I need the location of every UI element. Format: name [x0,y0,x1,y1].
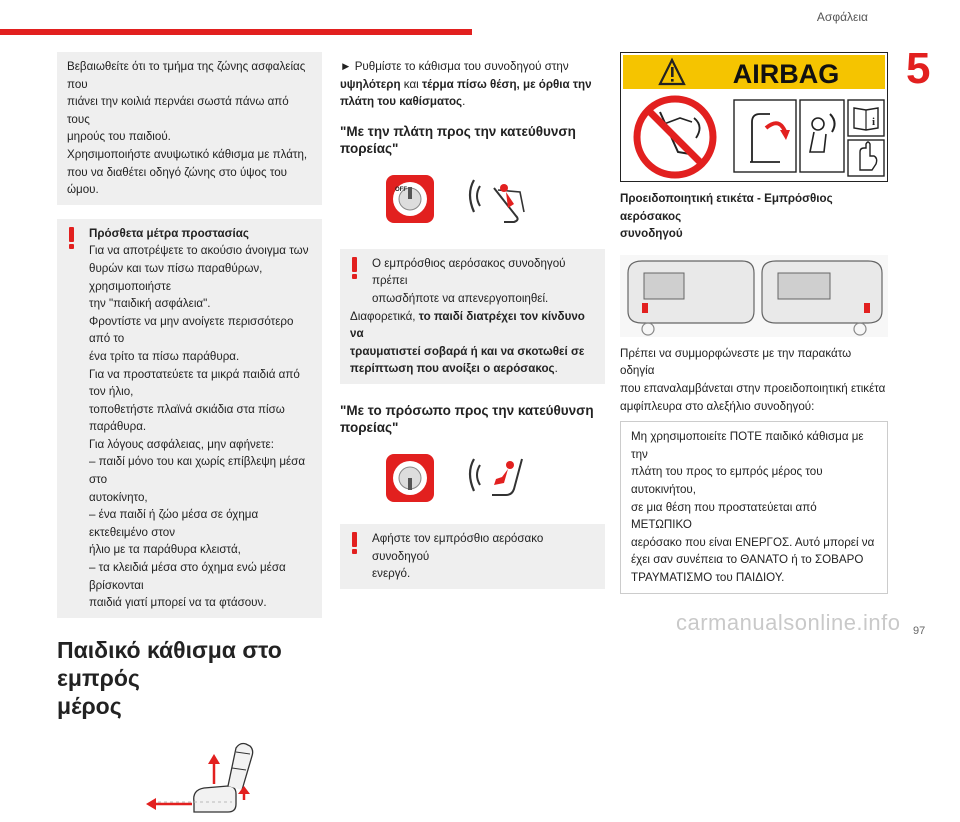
booster-note-box [57,52,322,205]
warning-icon [69,227,74,249]
text-line: πιάνει την κοιλιά περνάει σωστά πάνω από τους [67,95,289,126]
airbag-title: AIRBAG [732,59,840,89]
rear-facing-child-seat-icon [464,174,534,224]
watermark: carmanualsonline.info [676,610,901,635]
text-line: Για λόγους ασφάλειας, μην αφήνετε: [89,437,274,451]
heading-line: Παιδικό κάθισμα στο εμπρός [57,636,282,691]
rear-facing-warning [340,249,605,384]
visor-instruction-text [620,345,888,415]
text-line: Για να προστατεύετε τα μικρά παιδιά από τον ήλιο, [89,367,300,399]
column-1 [57,52,322,822]
text-line: Ο εμπρόσθιος αερόσακος συνοδηγού πρέπει [372,256,566,288]
forward-facing-heading [340,402,605,436]
airbag-off-switch-icon [384,173,436,225]
text-line [350,308,595,343]
chapter-number: 5 [906,44,931,93]
extra-protection-warning [57,219,322,618]
heading-line: μέρος [57,692,122,719]
front-child-seat-heading [57,636,322,720]
text-line: ΤΡΑΥΜΑΤΙΣΜΟ του ΠΑΙΔΙΟΥ. [631,570,785,584]
text-line: αμφίπλευρα στο αλεξήλιο συνοδηγού: [620,399,815,413]
column-2 [340,52,605,589]
text-span: . [554,362,558,376]
text-line: Μη χρησιμοποιείτε ΠΟΤΕ παιδικό κάθισμα με την [631,430,864,461]
text-line: ► Ρυθμίστε το κάθισμα του συνοδηγού στην [340,60,569,73]
seat-adjust-instruction [340,58,605,111]
text-line: Φροντίστε να μην ανοίγετε περισσότερο από το [89,314,294,346]
warning-icon [352,532,357,554]
heading-line: πορείας" [340,140,399,156]
text-line [350,360,595,378]
text-line [340,93,605,111]
svg-text:i: i [872,116,876,128]
text-line: ήλιο με τα παράθυρα κλειστά, [89,543,241,557]
text-line: Για να αποτρέψετε το ακούσιο άνοιγμα των [89,244,309,258]
header-accent-bar [0,29,472,35]
heading-line: "Με το πρόσωπο προς την κατεύθυνση [340,402,594,418]
forward-facing-warning [340,524,605,589]
sun-visor-labels-illustration [620,255,888,337]
text-line: παιδιά γιατί μπορεί να τα φτάσουν. [89,596,267,610]
text-line: τοποθετήστε πλαϊνά σκιάδια στα πίσω παράθυρα. [89,402,285,434]
text-line: Βεβαιωθείτε ότι το τμήμα της ζώνης ασφαλείας που [67,60,306,91]
text-span: . [462,95,466,109]
section-title: Ασφάλεια [816,10,868,24]
page-number: 97 [913,625,926,637]
text-line: – τα κλειδιά μέσα στο όχημα ενώ μέσα βρίσκονται [89,561,286,592]
airbag-label-caption [620,190,888,243]
text-line: Χρησιμοποιήστε ανυψωτικό κάθισμα με πλάτη, [67,147,308,161]
text-line: σε μια θέση που προστατεύεται από ΜΕΤΩΠΙΚΟ [631,500,817,532]
text-line: πλάτη του προς το εμπρός μέρος του αυτοκινήτου, [631,465,823,496]
text-line: έχει σαν συνέπεια το ΘΑΝΑΤΟ ή το ΣΟΒΑΡΟ [631,553,864,567]
off-label: OFF [395,186,407,193]
caption-line: Προειδοποιητική ετικέτα - Εμπρόσθιος αερόσακος [620,192,833,223]
text-span: Διαφορετικά, [350,309,419,323]
emphasis: πλάτη του καθίσματος [340,95,463,109]
airbag-danger-notice [620,421,888,593]
emphasis: περίπτωση που ανοίξει ο αερόσακος [350,362,555,376]
heading-line: "Με την πλάτη προς την κατεύθυνση [340,123,576,139]
text-line: μηρούς του παιδιού. [67,130,171,144]
warning-icon [352,257,357,279]
rear-facing-heading [340,123,605,157]
text-span: και [400,77,422,91]
text-line: αερόσακο που είναι ΕΝΕΡΓΟΣ. Αυτό μπορεί να [631,535,875,549]
text-line: ένα τρίτο τα πίσω παράθυρα. [89,349,240,363]
emphasis: υψηλότερη [340,77,401,91]
warning-title: Πρόσθετα μέτρα προστασίας [89,226,249,240]
text-line: τραυματιστεί σοβαρά ή και να σκοτωθεί σε [350,344,585,358]
text-line: Αφήστε τον εμπρόσθιο αερόσακο συνοδηγού [372,531,544,563]
airbag-warning-label [620,52,888,182]
text-line: οπωσδήποτε να απενεργοποιηθεί. [372,291,549,305]
forward-facing-illustration [384,450,605,506]
text-line: – ένα παιδί ή ζώο μέσα σε όχημα εκτεθειμένο στον [89,508,259,539]
text-line: Πρέπει να συμμορφώνεστε με την παρακάτω οδηγία [620,346,852,378]
seat-adjust-illustration [132,742,272,822]
caption-line: συνοδηγού [620,227,683,241]
column-3 [620,52,888,594]
airbag-on-switch-icon [384,452,436,504]
no-rear-facing-seat-icon [637,99,713,175]
text-line: αυτοκίνητο, [89,490,148,504]
text-line [340,76,605,94]
rear-facing-illustration [384,171,605,227]
heading-line: πορείας" [340,419,399,435]
forward-facing-child-seat-icon [464,453,534,503]
text-line: θυρών και των πίσω παραθύρων, χρησιμοποιήστε [89,261,263,293]
text-line: που επαναλαμβάνεται στην προειδοποιητική ετικέτα [620,381,886,395]
text-line: ενεργό. [372,567,411,581]
emphasis: , με όρθια την [516,77,592,91]
emphasis: το παιδί διατρέχει τον κίνδυνο να [350,309,585,341]
emphasis: τέρμα πίσω θέση [421,77,517,91]
text-line: την "παιδική ασφάλεια". [89,297,211,311]
text-line: – παιδί μόνο του και χωρίς επίβλεψη μέσα στο [89,455,306,487]
text-line: που να διαθέτει οδηγό ζώνης στο ύψος του ώμου. [67,165,288,197]
